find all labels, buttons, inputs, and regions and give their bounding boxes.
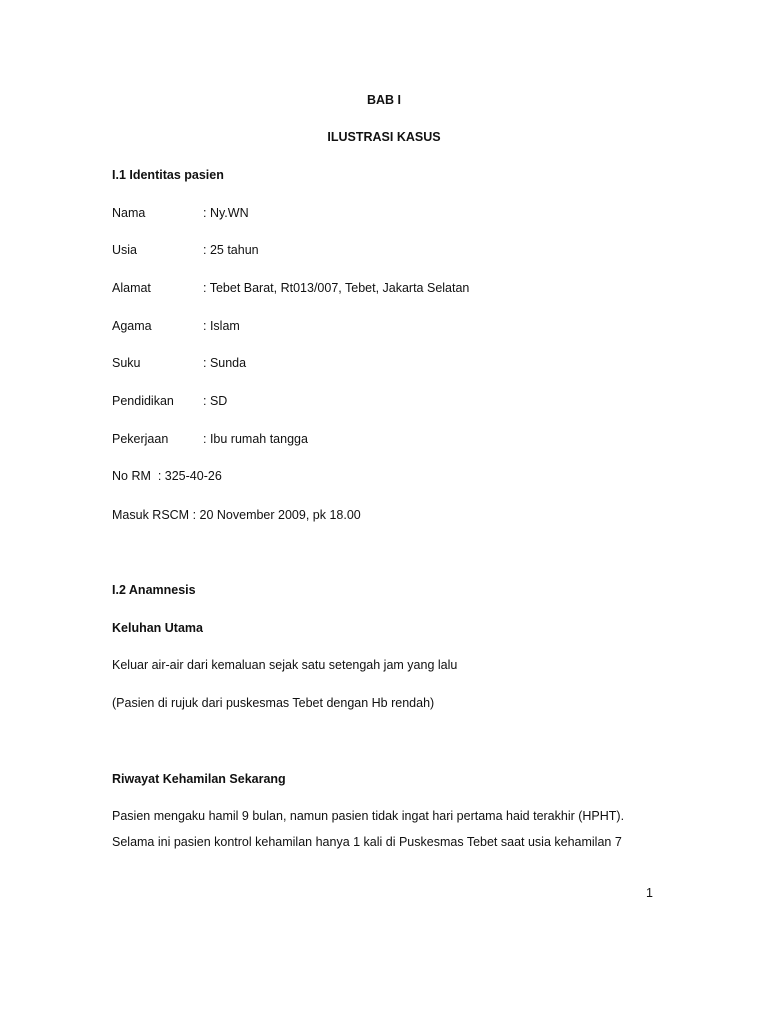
page-number: 1	[646, 886, 653, 900]
keluhan-text-line: (Pasien di rujuk dari puskesmas Tebet dengan Hb rendah)	[112, 696, 435, 710]
field-label: Suku	[112, 356, 141, 370]
keluhan-text-line: Keluar air-air dari kemaluan sejak satu setengah jam yang lalu	[112, 658, 458, 672]
field-value: : SD	[203, 394, 228, 408]
field-label: Alamat	[112, 281, 151, 295]
masuk-rscm-line: Masuk RSCM : 20 November 2009, pk 18.00	[112, 508, 361, 522]
field-value: : Sunda	[203, 356, 247, 370]
document-title: ILUSTRASI KASUS	[327, 130, 441, 144]
chapter-heading: BAB I	[366, 93, 402, 107]
section-heading-anamnesis: I.2 Anamnesis	[112, 583, 196, 597]
riwayat-text-line: Selama ini pasien kontrol kehamilan hanya 1 kali di Puskesmas Tebet saat usia kehamilan 7	[112, 835, 622, 849]
no-rm-line: No RM : 325-40-26	[112, 469, 222, 483]
subheading-riwayat-kehamilan: Riwayat Kehamilan Sekarang	[112, 772, 286, 786]
field-label: Nama	[112, 206, 146, 220]
field-value: : Tebet Barat, Rt013/007, Tebet, Jakarta Selatan	[203, 281, 470, 295]
field-label: Usia	[112, 243, 138, 257]
field-label: Agama	[112, 319, 152, 333]
riwayat-text-line: Pasien mengaku hamil 9 bulan, namun pasien tidak ingat hari pertama haid terakhir (HPHT).	[112, 809, 625, 823]
field-label: Pekerjaan	[112, 432, 169, 446]
subheading-keluhan-utama: Keluhan Utama	[112, 621, 203, 635]
field-value: : Ny.WN	[203, 206, 249, 220]
field-value: : Ibu rumah tangga	[203, 432, 308, 446]
field-label: Pendidikan	[112, 394, 174, 408]
field-value: : Islam	[203, 319, 240, 333]
section-heading-identitas: I.1 Identitas pasien	[112, 168, 224, 182]
field-value: : 25 tahun	[203, 243, 259, 257]
